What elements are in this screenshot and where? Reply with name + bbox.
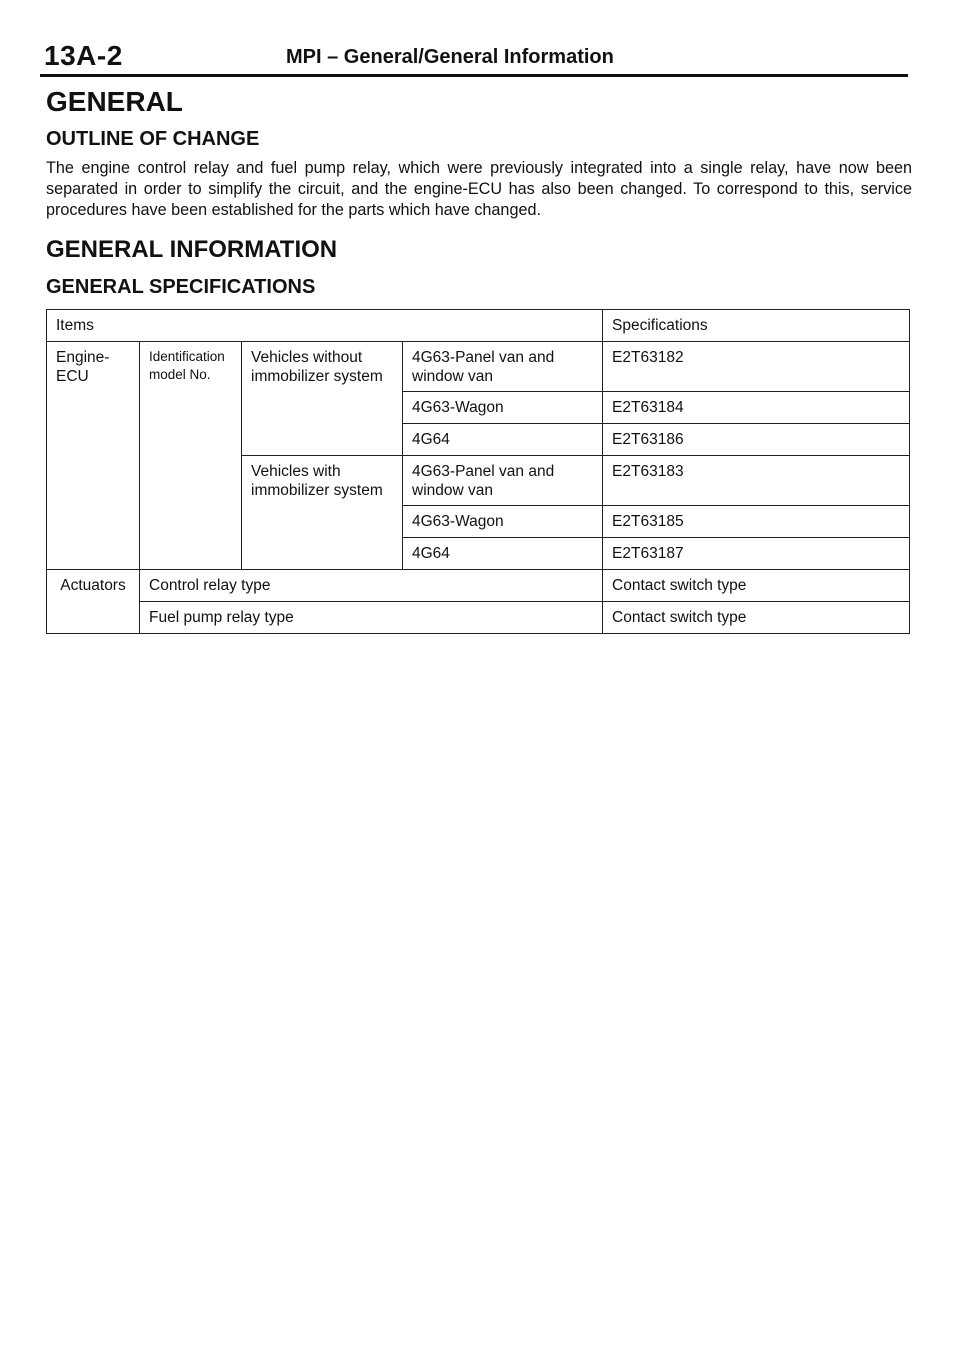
- model-cell: 4G63-Panel van and window van: [403, 342, 603, 392]
- header-specifications: Specifications: [603, 310, 910, 342]
- model-cell: 4G63-Panel van and window van: [403, 456, 603, 506]
- section-title-general: GENERAL: [46, 86, 183, 117]
- identification-label: Identification model No.: [140, 342, 242, 570]
- model-cell: 4G64: [403, 538, 603, 570]
- spec-cell: Contact switch type: [603, 602, 910, 634]
- header-items: Items: [47, 310, 603, 342]
- spec-cell: E2T63185: [603, 506, 910, 538]
- spec-cell: E2T63186: [603, 424, 910, 456]
- outline-heading: OUTLINE OF CHANGE: [46, 128, 260, 150]
- actuator-item-cell: Fuel pump relay type: [140, 602, 603, 634]
- table-header-row: [47, 310, 910, 342]
- with-immobilizer-label: Vehicles with immobilizer system: [242, 456, 403, 570]
- model-cell: 4G64: [403, 424, 603, 456]
- spec-cell: Contact switch type: [603, 570, 910, 602]
- table-row: [47, 342, 910, 392]
- spec-cell: E2T63182: [603, 342, 910, 392]
- without-immobilizer-label: Vehicles without immobilizer system: [242, 342, 403, 456]
- general-specifications-table: [46, 309, 910, 634]
- page-number: 13A-2: [44, 40, 123, 71]
- table-row: [47, 602, 910, 634]
- specs-heading: GENERAL SPECIFICATIONS: [46, 276, 316, 298]
- model-cell: 4G63-Wagon: [403, 392, 603, 424]
- running-title: MPI – General/General Information: [286, 46, 614, 68]
- table-row: [47, 570, 910, 602]
- model-cell: 4G63-Wagon: [403, 506, 603, 538]
- outline-paragraph: The engine control relay and fuel pump relay, which were previously integrated into a single relay, have now been separated in order to simplify the circuit, and the engine-ECU has also been changed. To correspond to this, service procedures have been established for the parts which have changed.: [46, 159, 912, 219]
- engine-ecu-label: Engine- ECU: [47, 342, 140, 570]
- spec-cell: E2T63183: [603, 456, 910, 506]
- spec-cell: E2T63184: [603, 392, 910, 424]
- actuators-label: Actuators: [47, 570, 140, 634]
- header-rule: [40, 74, 908, 77]
- section-title-general-information: GENERAL INFORMATION: [46, 236, 338, 263]
- spec-cell: E2T63187: [603, 538, 910, 570]
- actuator-item-cell: Control relay type: [140, 570, 603, 602]
